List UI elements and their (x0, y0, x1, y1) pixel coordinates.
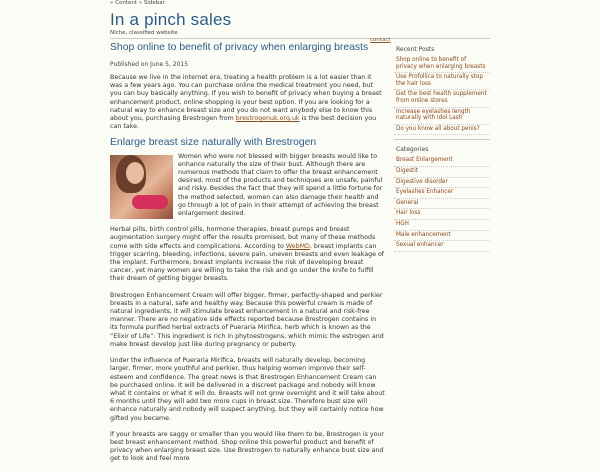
recent-post-link[interactable]: Shop online to benefit of privacy when enlarging breasts (394, 56, 490, 73)
recent-post-link[interactable]: Use Profollica to naturally stop the hair loss (394, 73, 490, 90)
recent-post-link[interactable]: Get the best health supplement from online stores (394, 90, 490, 107)
paragraph-text: is the best decision you can take. (110, 115, 377, 131)
category-link[interactable]: Breast Enlargement (394, 156, 490, 167)
nav-contact-link[interactable]: contact (370, 37, 391, 43)
article-image (110, 155, 173, 219)
category-link[interactable]: Eyelashes Enhancer (394, 188, 490, 199)
paragraph-text: Herbal pills, birth control pills, hormone therapies, breast pumps and breast augmentation surgery might offer the results promised, but many of these methods come with side effects and complications. According to (110, 226, 376, 250)
post-paragraph (110, 226, 385, 283)
site-title[interactable]: In a pinch sales (110, 10, 232, 29)
category-link[interactable]: Hair loss (394, 209, 490, 220)
post-paragraph: Under the influence of Pueraria Mirifica, breasts will naturally develop, becoming larger, firmer, more youthful and perkier, thus helping women improve their self-esteem and confidence. The great news is that Brestrogen Enhancement Cream can be purchased online. It will be delivered in a discreet package and nobody will know what it contains or what it will do. Breasts will not grow overnight and it will take about 6 months until they will add two more cups in breast size. Therefore bust size will enhance naturally and nobody will suspect anything, but they will certainly notice how gifted you became. (110, 357, 385, 422)
skip-to-sidebar-link[interactable]: Sidebar (143, 0, 165, 6)
categories-list (394, 156, 490, 251)
section-heading: Enlarge breast size naturally with Brestrogen (110, 137, 317, 149)
paragraph-text: Women who were not blessed with bigger breasts would like to enhance naturally the size of their bust. Although there are numerous methods that claim to offer the breast enhancement desired, most of the products and techniques are unsafe, painful and risky. Besides the fact that they will spend a little fortune for the method selected, women can also damage their health and go through a lot of pain in their attempt of achieving the breast enlargement desired. (178, 152, 383, 218)
category-link[interactable]: General (394, 199, 490, 210)
webmd-link[interactable]: WebMD (285, 242, 310, 250)
post-paragraph (110, 153, 385, 219)
header-divider (110, 38, 490, 39)
categories-heading: Categories (396, 146, 429, 154)
post-paragraph (110, 74, 385, 131)
post-title[interactable]: Shop online to benefit of privacy when enlarging breasts (110, 42, 369, 53)
post-content (110, 74, 385, 472)
paragraph-text: Because we live in the internet era, treating a health problem is a lot easier than it was a few years ago. You can purchase online the medical treatment you need, but you can buy basically anything. If you wish to benefit of privacy when buying a breast enhancement product, online shopping is your best option. If you are looking for a natural way to enhance breast size and you do not want anybody else to know this about you, purchasing Brestrogen from (110, 74, 382, 123)
skip-links (110, 0, 165, 6)
category-link[interactable]: Digestive disorder (394, 178, 490, 189)
sidebar-divider (394, 139, 490, 140)
post-paragraph: If your breasts are saggy or smaller than you would like them to be, Brestrogen is your best breast enhancement method. Shop online this powerful product and benefit of privacy when enlarging breast size. Use Brestrogen to naturally enhance bust size and get to look and feel more (110, 430, 385, 463)
site-tagline: Niche, classified website (110, 30, 178, 36)
post-date: Published on June 5, 2015 (110, 61, 189, 68)
skip-separator: » (137, 0, 144, 6)
brestrogen-site-link[interactable]: brestrogenuk.org.uk (235, 115, 300, 123)
category-link[interactable]: Digestit (394, 167, 490, 178)
recent-post-link[interactable]: Do you know all about penis? (394, 125, 490, 136)
post-paragraph: Brestrogen Enhancement Cream will offer bigger, firmer, perfectly-shaped and perkier breasts in a natural, safe and healthy way. Because this powerful cream is made of natural ingredients, it will stimulate breast enhancement in a natural and risk-free manner. There are no negative side effects reported because Brestrogen contains in its formula purified herbal extracts of Pueraria Mirifica, herb which is known as the “Elixir of Life”. This ingredient is rich in phytoestrogens, which mimic the estrogen and make breast develop just like during pregnancy or puberty. (110, 291, 384, 348)
paragraph-text: , breast implants can trigger scarring, bleeding, infections, severe pain, uneven breasts and even leakage of the implant. Furthermore, breast implants increase the risk of developing breast cancer, yet many women are willing to take the risk and go under the knife to fulfill their dream of getting bigger breasts. (110, 242, 385, 283)
recent-posts-heading: Recent Posts (396, 46, 435, 53)
category-link[interactable]: Male enhancement (394, 231, 490, 242)
recent-post-link[interactable]: Increase eyelashes length naturally with Idol Lash (394, 108, 490, 125)
category-link[interactable]: HGH (394, 220, 490, 231)
recent-posts-list (394, 56, 490, 135)
skip-to-content-link[interactable]: » Content (110, 0, 137, 6)
sidebar (394, 40, 490, 252)
category-link[interactable]: Sexual enhancer (394, 241, 490, 252)
